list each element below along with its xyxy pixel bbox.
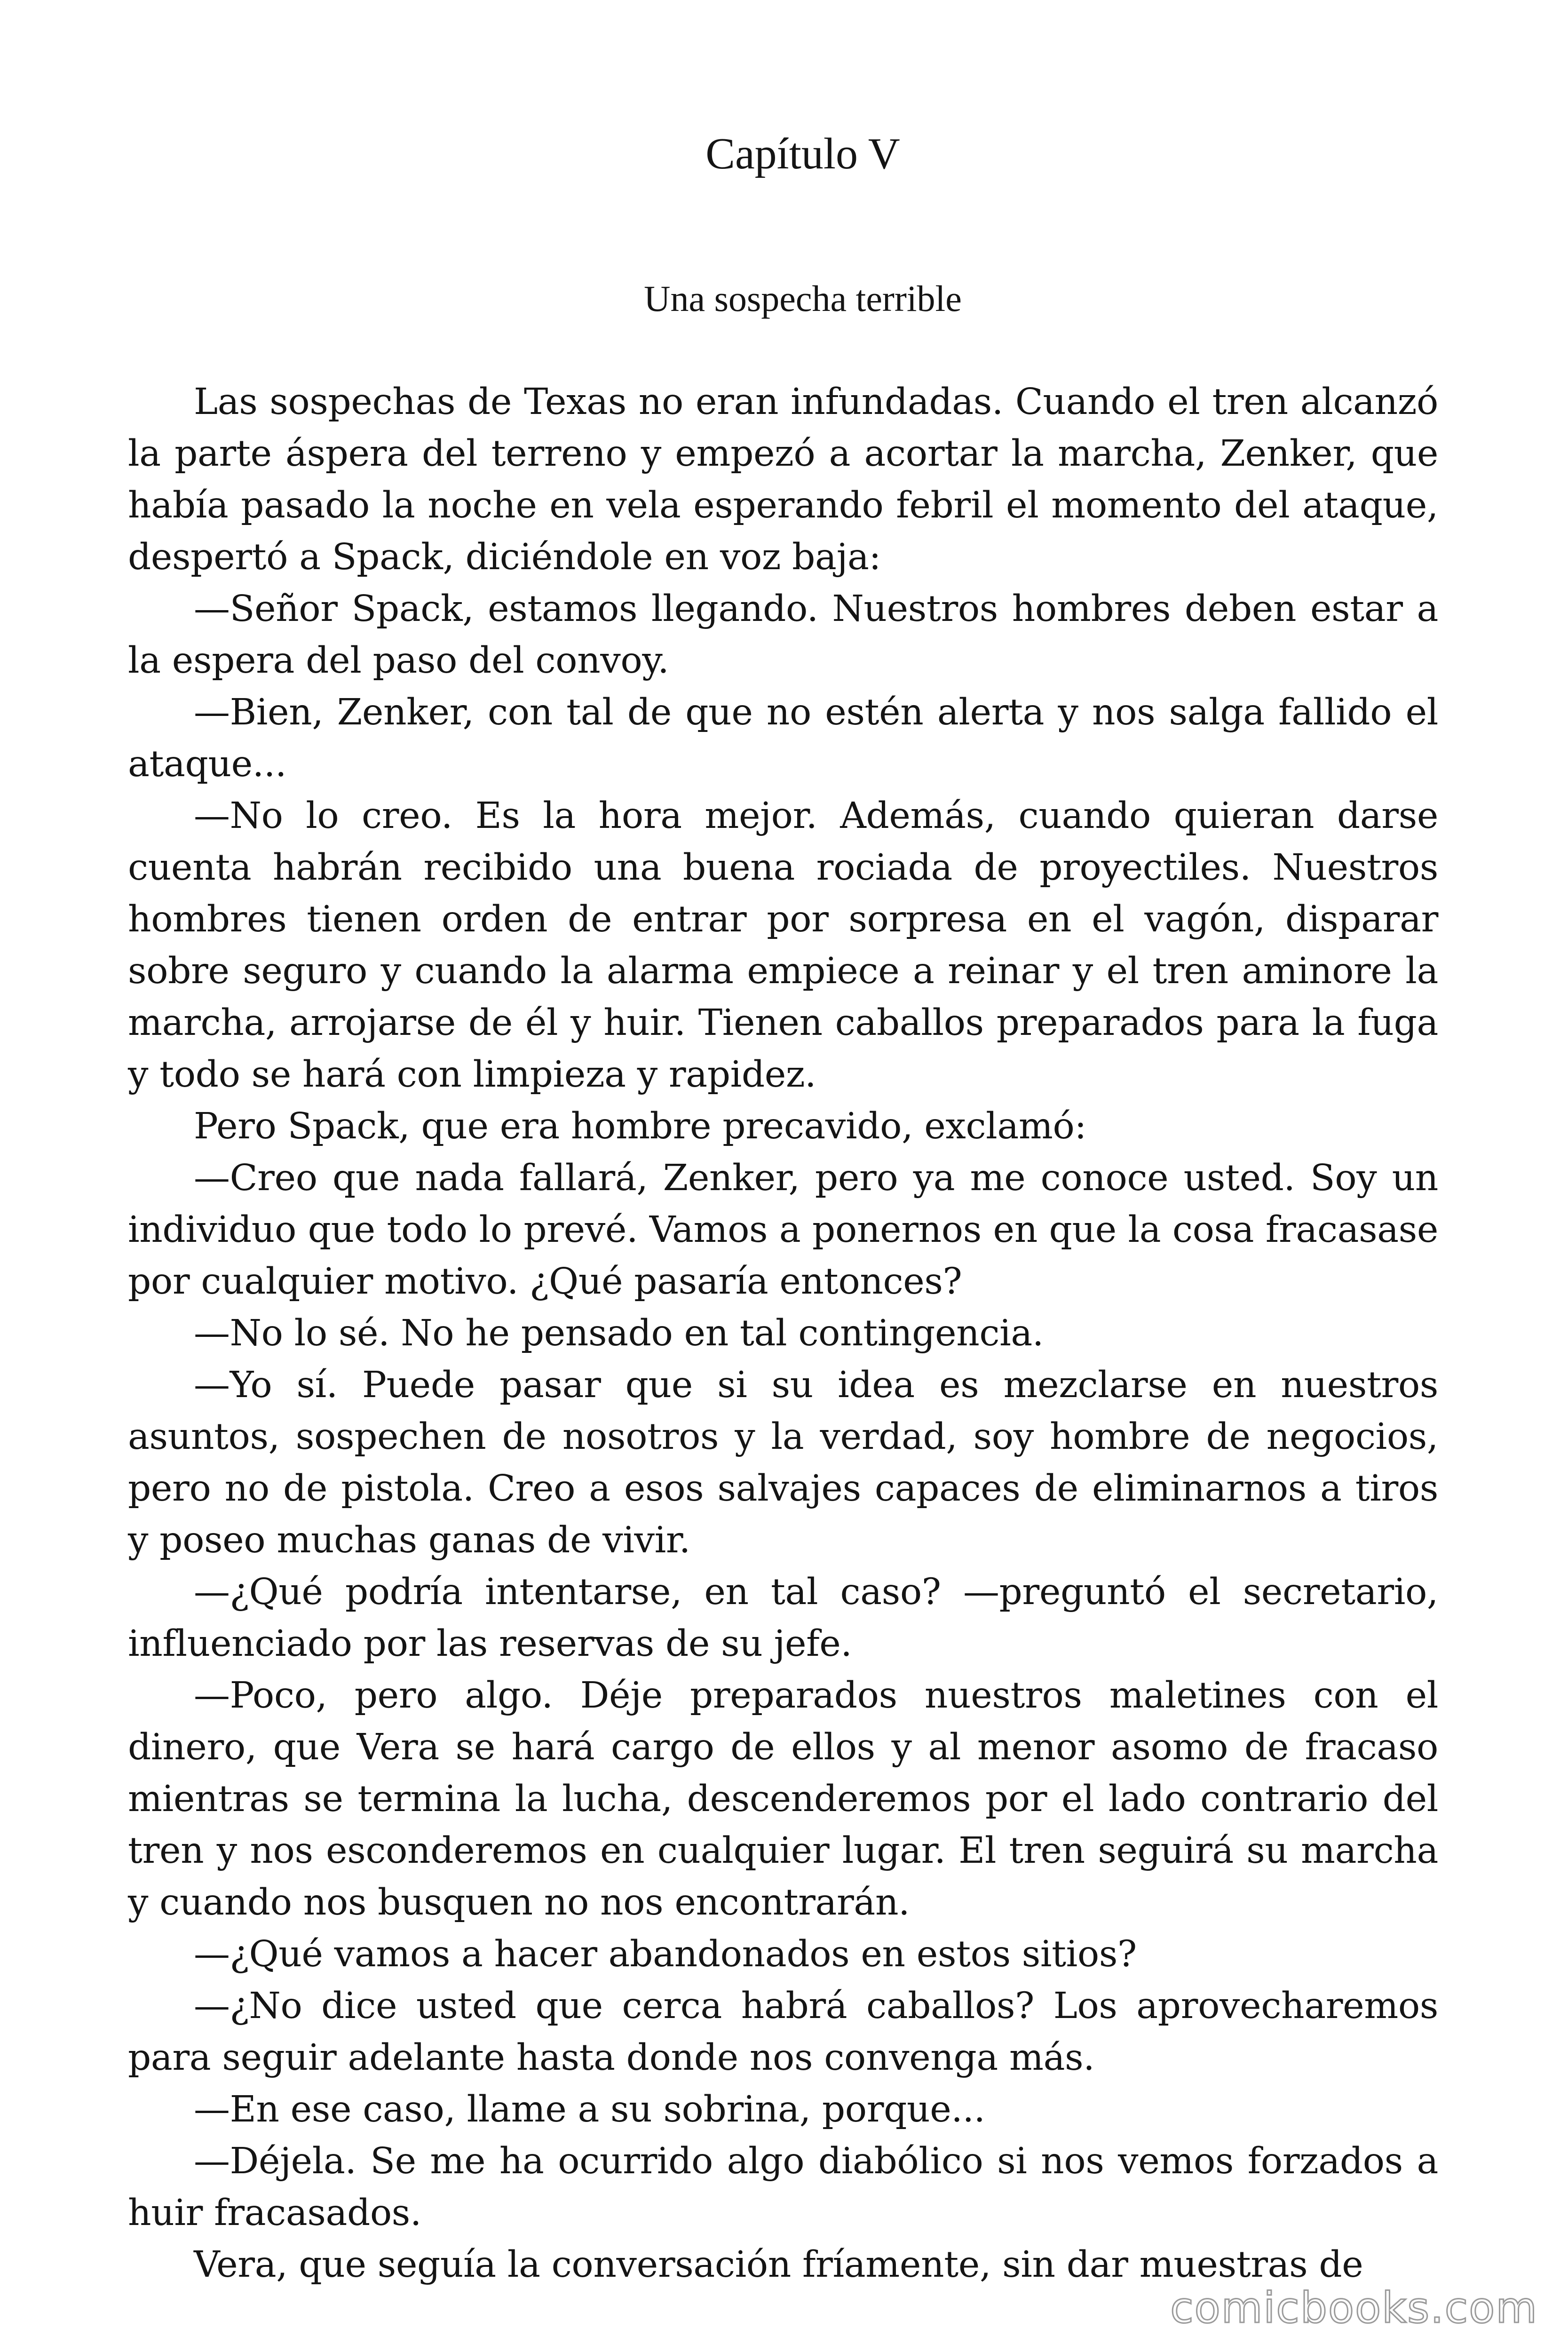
paragraph: Pero Spack, que era hombre precavido, exclamó: [194, 1105, 1087, 1147]
chapter-title: Capítulo V [705, 129, 900, 178]
paragraph: —Déjela. Se me ha ocurrido algo diabólico si nos vemos forzados a huir fracasados. [128, 2140, 1438, 2234]
paragraph: —¿Qué vamos a hacer abandonados en estos sitios? [194, 1933, 1137, 1975]
paragraph: —Bien, Zenker, con tal de que no estén alerta y nos salga fallido el ataque... [128, 691, 1438, 785]
watermark: comicbooks.com [1170, 2283, 1538, 2333]
chapter-body [128, 376, 1438, 2291]
paragraph: —Creo que nada fallará, Zenker, pero ya me conoce usted. Soy un individuo que todo lo prevé. Vamos a ponernos en que la cosa fracasase por cualquier motivo. ¿Qué pasaría entonces? [128, 1157, 1438, 1303]
paragraph: —¿No dice usted que cerca habrá caballos? Los aprovecharemos para seguir adelante hasta donde nos convenga más. [128, 1985, 1438, 2079]
paragraph: —Señor Spack, estamos llegando. Nuestros hombres deben estar a la espera del paso del convoy. [128, 588, 1438, 682]
paragraph: —Yo sí. Puede pasar que si su idea es mezclarse en nuestros asuntos, sospechen de nosotros y la verdad, soy hombre de negocios, pero no de pistola. Creo a esos salvajes capaces de eliminarnos a tiros y poseo muchas ganas de vivir. [128, 1364, 1438, 1561]
paragraph: —¿Qué podría intentarse, en tal caso? —preguntó el secretario, influenciado por las reservas de su jefe. [128, 1571, 1438, 1665]
paragraph: —En ese caso, llame a su sobrina, porque... [194, 2089, 985, 2130]
paragraph: Vera, que seguía la conversación fríamente, sin dar muestras de [194, 2244, 1363, 2286]
paragraph: —No lo sé. No he pensado en tal contingencia. [194, 1312, 1044, 1354]
paragraph: —Poco, pero algo. Déje preparados nuestros maletines con el dinero, que Vera se hará cargo de ellos y al menor asomo de fracaso mientras se termina la lucha, descenderemos por el lado contrario del tren y nos esconderemos en cualquier lugar. El tren seguirá su marcha y cuando nos busquen no nos encontrarán. [128, 1675, 1438, 1923]
paragraph: Las sospechas de Texas no eran infundadas. Cuando el tren alcanzó la parte áspera del terreno y empezó a acortar la marcha, Zenker, que había pasado la noche en vela esperando febril el momento del ataque, despertó a Spack, diciéndole en voz baja: [128, 381, 1438, 578]
paragraph: —No lo creo. Es la hora mejor. Además, cuando quieran darse cuenta habrán recibido una buena rociada de proyectiles. Nuestros hombres tienen orden de entrar por sorpresa en el vagón, disparar sobre seguro y cuando la alarma empiece a reinar y el tren aminore la marcha, arrojarse de él y huir. Tienen caballos preparados para la fuga y todo se hará con limpieza y rapidez. [128, 795, 1438, 1096]
chapter-subtitle: Una sospecha terrible [644, 278, 962, 319]
